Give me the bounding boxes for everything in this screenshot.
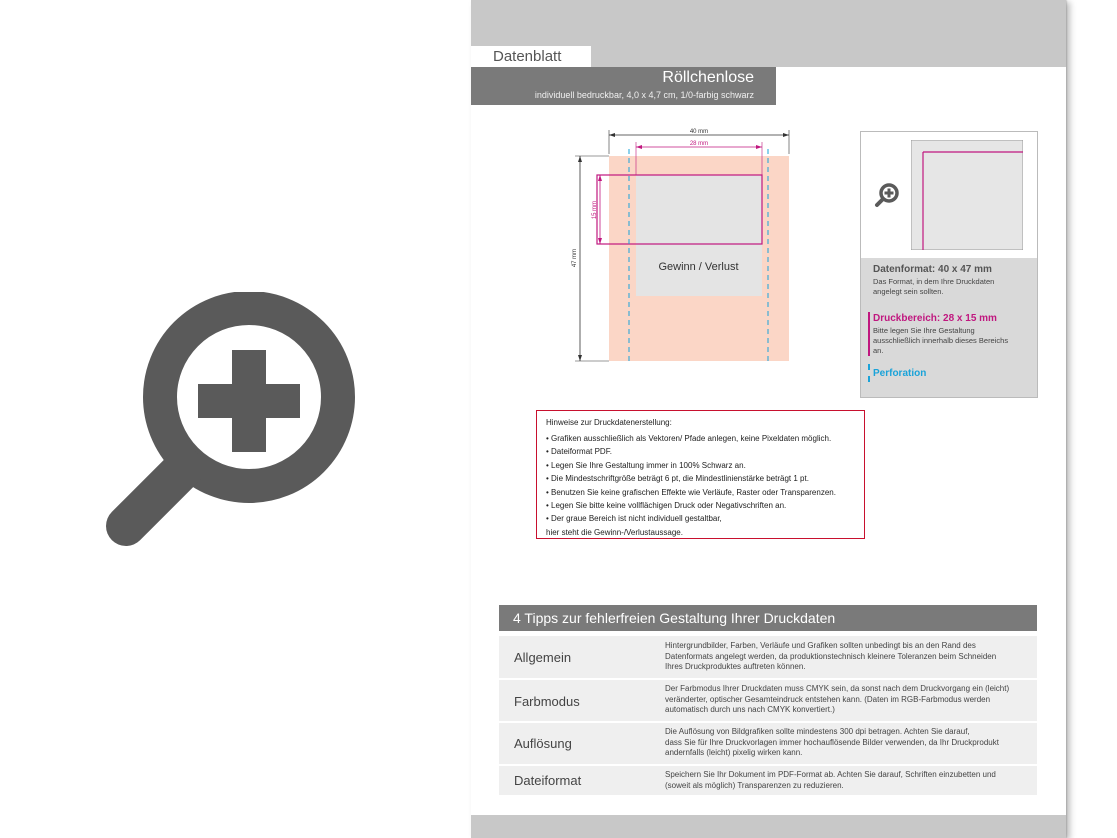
product-title: Röllchenlose [662,69,754,86]
print-text-line: Bitte legen Sie Ihre Gestaltung [873,326,975,335]
hints-title: Hinweise zur Druckdatenerstellung: [546,418,672,427]
format-diagram [567,124,797,369]
zoom-in-icon-small[interactable] [873,182,901,210]
legend-panel [860,131,1038,398]
tip-line: Datenformats angelegt werden, da produktionstechnisch kleinere Toleranzen beim Schneiden [665,651,997,661]
perforation-marker [868,364,870,382]
tip-line: dass Sie für Ihre Druckvorlagen immer hochauflösende Bilder verwenden, da Ihr Druckprodukt [665,737,999,747]
hint-item: • Dateiformat PDF. [546,447,612,457]
tip-text [665,727,1029,759]
tip-row-farbmodus [499,680,1037,721]
hint-item: • Die Mindestschriftgröße beträgt 6 pt, die Mindestlinienstärke beträgt 1 pt. [546,474,809,484]
format-heading: Datenformat: 40 x 47 mm [873,264,992,275]
tip-text [665,770,1029,791]
datasheet-page [471,0,1066,838]
tip-text [665,684,1029,716]
format-text-line: Das Format, in dem Ihre Druckdaten [873,277,995,286]
print-height-label: 15 mm [592,200,598,220]
title-bar [471,67,776,105]
print-heading: Druckbereich: 28 x 15 mm [873,313,997,324]
tip-label: Auflösung [514,736,572,751]
hint-item: hier steht die Gewinn-/Verlustaussage. [546,527,683,537]
hint-item: • Benutzen Sie keine grafischen Effekte wie Verläufe, Raster oder Transparenzen. [546,487,836,497]
height-label: 47 mm [572,248,578,268]
tip-line: veränderter, optischer Gesamteindruck entstehen kann. (Daten im RGB-Farbmodus werden [665,694,991,704]
hints-list [546,432,858,539]
gray-area [636,175,762,296]
tip-row-dateiformat [499,766,1037,795]
hint-item: • Legen Sie Ihre Gestaltung immer in 100% Schwarz an. [546,460,746,470]
print-area-marker [868,312,870,356]
footer-band [471,815,1066,838]
datasheet-tab: Datenblatt [471,46,591,67]
zoom-in-icon[interactable] [104,292,356,548]
print-hints-box [536,410,865,539]
print-text-line: ausschließlich innerhalb dieses Bereichs [873,336,1009,345]
format-text-line: angelegt sein sollten. [873,287,944,296]
tip-line: automatisch durch uns nach CMYK konvertiert.) [665,705,835,714]
tip-row-allgemein [499,636,1037,678]
tip-line: Hintergrundbilder, Farben, Verläufe und Grafiken sollten unbedingt bis an den Rand des [665,641,976,650]
tip-line: andernfalls (leicht) pixelig wirken kann. [665,748,803,757]
product-subtitle: individuell bedruckbar, 4,0 x 4,7 cm, 1/0-farbig schwarz [534,90,754,100]
perforation-label: Perforation [873,368,927,379]
print-width-label: 28 mm [689,141,709,147]
format-text [873,277,1028,297]
tip-line: Der Farbmodus Ihrer Druckdaten muss CMYK sein, da sonst nach dem Druckvorgang ein (leicht) [665,684,1010,693]
legend-preview[interactable] [861,132,1037,258]
format-preview-thumbnail [911,140,1023,250]
hint-item: • Grafiken ausschließlich als Vektoren/ Pfade anlegen, keine Pixeldaten möglich. [546,434,832,443]
tips-header: 4 Tipps zur fehlerfreien Gestaltung Ihrer Druckdaten [499,605,1037,631]
tip-label: Dateiformat [514,773,582,788]
gray-area-label: Gewinn / Verlust [658,261,739,273]
legend-text [861,258,1037,397]
tip-label: Allgemein [514,650,572,665]
hint-item: • Legen Sie bitte keine vollflächigen Druck oder Negativschriften an. [546,501,787,511]
print-text [873,326,1028,356]
hint-item: • Der graue Bereich ist nicht individuell gestaltbar, [546,514,722,524]
tip-line: (soweit als möglich) Transparenzen zu reduzieren. [665,780,844,790]
print-text-line: an. [873,346,884,355]
tip-label: Farbmodus [514,694,580,709]
tip-line: Ihres Druckproduktes auftreten können. [665,662,806,671]
tip-row-aufloesung [499,723,1037,764]
tip-line: Die Auflösung von Bildgrafiken sollte mindestens 300 dpi betragen. Achten Sie darauf, [665,727,970,736]
width-label: 40 mm [689,129,709,135]
tip-text [665,641,1029,673]
tip-line: Speichern Sie Ihr Dokument im PDF-Format ab. Achten Sie darauf, Schriften einzubetten und [665,770,996,779]
